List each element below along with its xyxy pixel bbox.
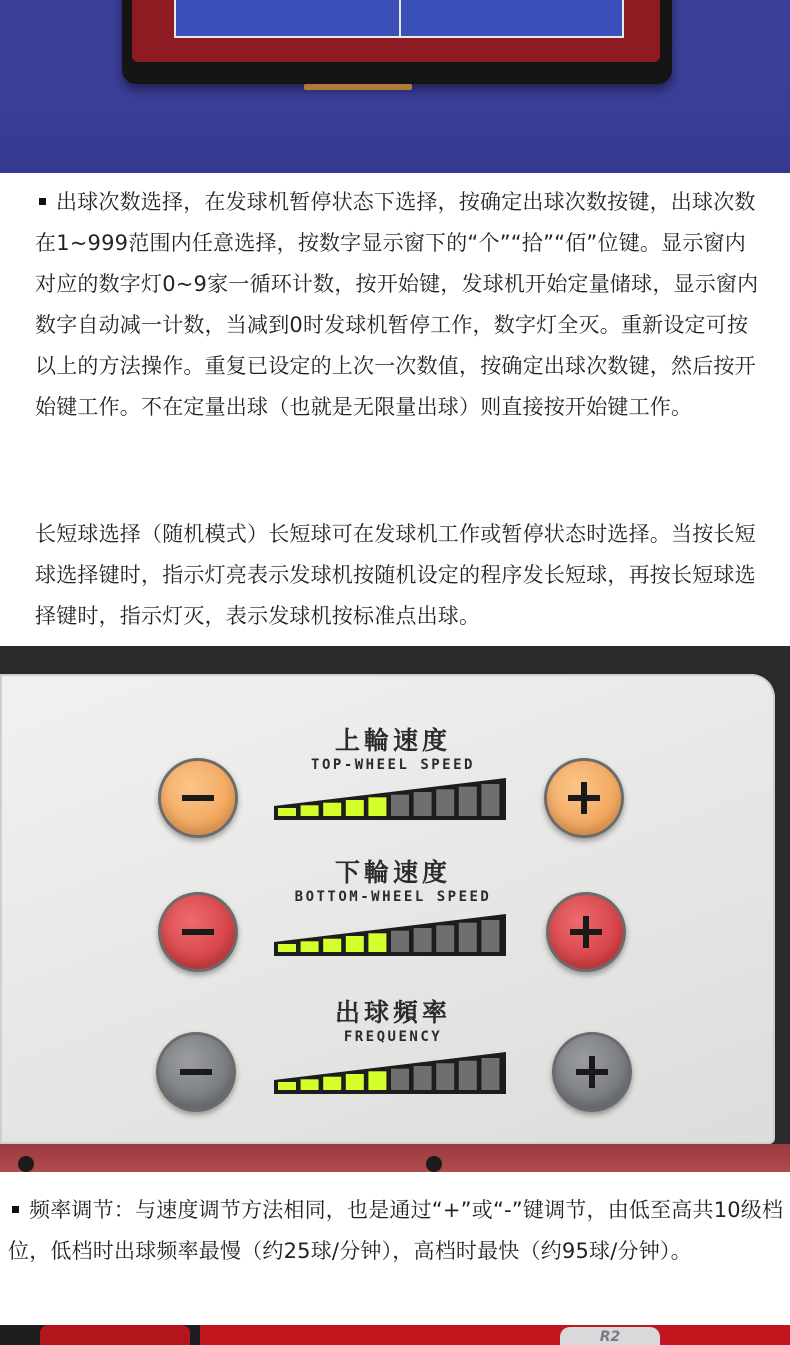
meter-segment-unlit (481, 784, 499, 816)
bottom-wheel-title-en: BOTTOM-WHEEL SPEED (294, 889, 492, 905)
meter-segment-lit (278, 808, 296, 816)
display-screen (174, 0, 624, 38)
meter-segment-unlit (414, 1066, 432, 1090)
panel-bottom-edge (0, 1144, 790, 1172)
bottom-wheel-title-cn: 下輪速度 (334, 858, 451, 887)
model-badge: R2 (560, 1327, 660, 1345)
top-wheel-title-en: TOP-WHEEL SPEED (311, 757, 475, 773)
meter-segment-unlit (391, 1069, 409, 1090)
bottom-wheel-title (278, 858, 508, 906)
top-wheel-title (278, 726, 508, 774)
meter-segment-lit (278, 944, 296, 952)
meter-segment-lit (301, 941, 319, 952)
display-box (122, 0, 672, 84)
meter-segment-lit (301, 805, 319, 816)
long-short-text: 长短球选择（随机模式）长短球可在发球机工作或暂停状态时选择。当按长短球选择键时，指示灯亮表示发球机按随机设定的程序发长短球，再按长短球选择键时，指示灯灭，表示发球机按标准点出球。 (35, 522, 756, 628)
count-select-text: 出球次数选择，在发球机暂停状态下选择，按确定出球次数按键，出球次数在1~999范围内任意选择，按数字显示窗下的“个”“拾”“佰”位键。显示窗内对应的数字灯0~9家一循环计数，按开始键，发球机开始定量储球，显示窗内数字自动减一计数，当减到0时发球机暂停工作，数字灯全灭。重新设定可按以上的方法操作。重复已设定的上次一次数值，按确定出球次数键，然后按开始键工作。不在定量出球（也就是无限量出球）则直接按开始键工作。 (35, 190, 759, 419)
meter-segment-unlit (414, 792, 432, 816)
frequency-minus-button[interactable] (156, 1032, 236, 1112)
level-meter-graphic (272, 776, 508, 822)
top-wheel-plus-button[interactable] (544, 758, 624, 838)
plus-icon (570, 1050, 614, 1094)
meter-segment-lit (301, 1079, 319, 1090)
top-wheel-minus-button[interactable] (158, 758, 238, 838)
bullet-icon (39, 198, 46, 205)
frequency-title-en: FREQUENCY (343, 1029, 443, 1045)
screw-icon (18, 1156, 34, 1172)
meter-segment-unlit (459, 923, 477, 952)
count-select-paragraph (35, 182, 765, 428)
meter-segment-unlit (481, 1058, 499, 1090)
meter-segment-unlit (391, 931, 409, 952)
red-part (40, 1325, 190, 1345)
bottom-wheel-plus-button[interactable] (546, 892, 626, 972)
meter-segment-unlit (391, 795, 409, 816)
meter-segment-unlit (436, 1063, 454, 1090)
meter-segment-lit (323, 1077, 341, 1090)
top-wheel-meter (272, 776, 508, 822)
plus-icon (562, 776, 606, 820)
bottom-wheel-meter (272, 912, 508, 958)
level-meter-graphic (272, 1050, 508, 1096)
meter-segment-lit (368, 933, 386, 952)
meter-segment-lit (346, 1074, 364, 1090)
top-wheel-title-cn: 上輪速度 (334, 726, 451, 755)
screw-icon (426, 1156, 442, 1172)
device-photo-top (0, 0, 790, 173)
minus-icon (176, 910, 220, 954)
minus-icon (176, 776, 220, 820)
meter-segment-lit (278, 1082, 296, 1090)
meter-segment-lit (368, 1071, 386, 1090)
device-photo-bottom (0, 1325, 790, 1345)
meter-segment-unlit (481, 920, 499, 952)
frequency-plus-button[interactable] (552, 1032, 632, 1112)
device-foot (304, 84, 412, 90)
meter-segment-lit (323, 803, 341, 816)
meter-segment-unlit (459, 1061, 477, 1090)
meter-segment-lit (346, 800, 364, 816)
control-panel-photo (0, 646, 790, 1172)
frequency-meter (272, 1050, 508, 1096)
display-face (132, 0, 660, 62)
frequency-text: 频率调节：与速度调节方法相同，也是通过“+”或“-”键调节，由低至高共10级档位，低档时出球频率最慢（约25球/分钟），高档时最快（约95球/分钟）。 (8, 1198, 784, 1263)
screen-divider (399, 0, 401, 36)
minus-icon (174, 1050, 218, 1094)
meter-segment-unlit (459, 787, 477, 816)
frequency-paragraph (8, 1190, 788, 1272)
plus-icon (564, 910, 608, 954)
meter-segment-unlit (436, 789, 454, 816)
meter-segment-unlit (436, 925, 454, 952)
frequency-title-cn: 出球頻率 (334, 998, 451, 1027)
long-short-paragraph (35, 514, 770, 637)
bottom-wheel-minus-button[interactable] (158, 892, 238, 972)
level-meter-graphic (272, 912, 508, 958)
meter-segment-lit (346, 936, 364, 952)
meter-segment-lit (368, 797, 386, 816)
meter-segment-lit (323, 939, 341, 952)
meter-segment-unlit (414, 928, 432, 952)
bullet-icon (12, 1206, 19, 1213)
frequency-title (278, 998, 508, 1046)
